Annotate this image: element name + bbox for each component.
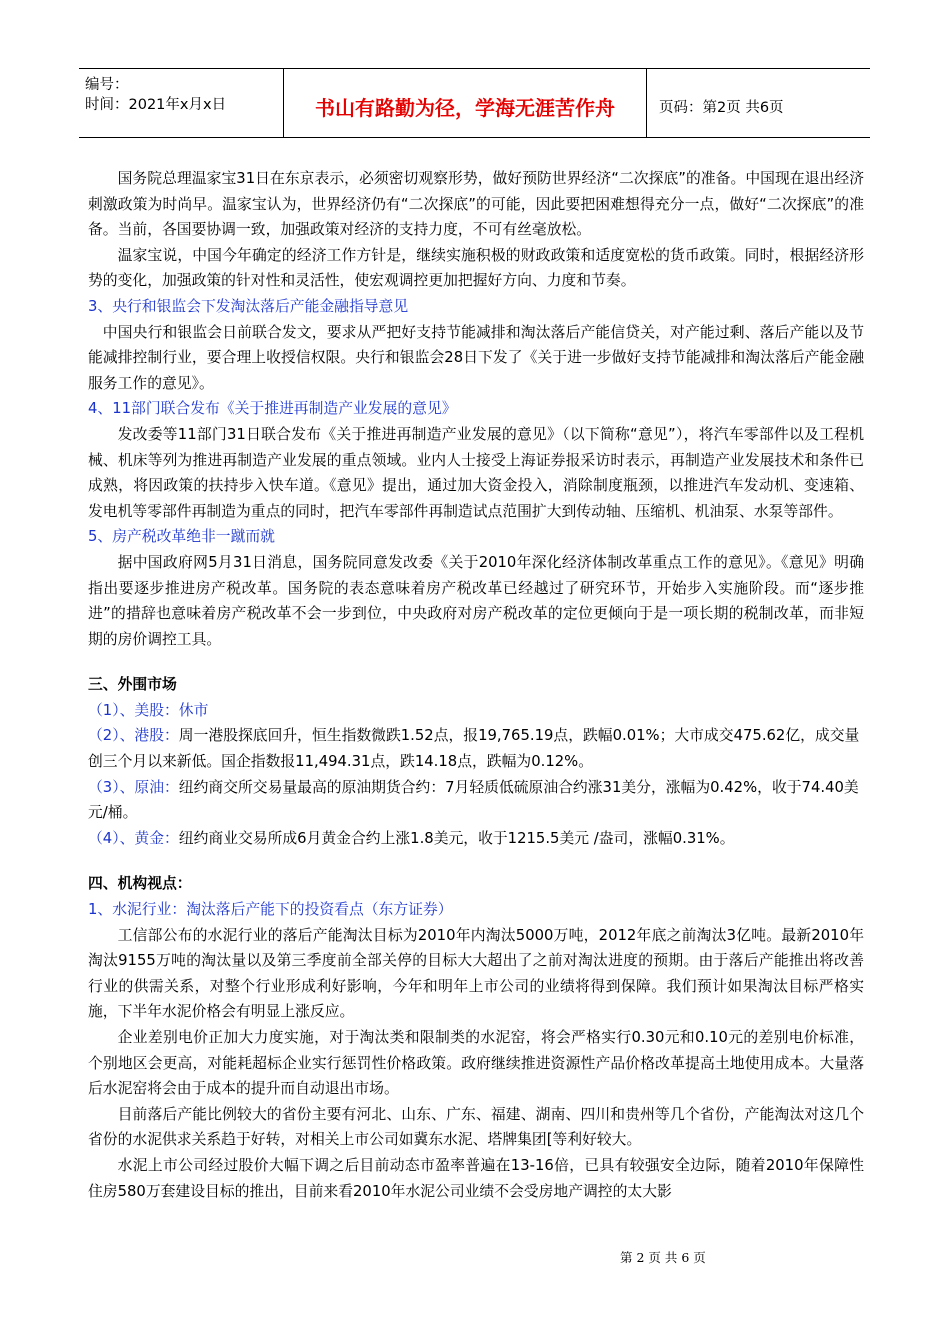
paragraph: 温家宝说，中国今年确定的经济工作方针是，继续实施积极的财政政策和适度宽松的货币政策。同时，根据经济形势的变化，加强政策的针对性和灵活性，使宏观调控更加把握好方向、力度和节奏。 [88,246,864,290]
paragraph: 水泥上市公司经过股价大幅下调之后目前动态市盈率普遍在13-16倍，已具有较强安全边际，随着2010年保障性住房580万套建设目标的推出，目前来看2010年水泥公司业绩不会受房地产调控的太大影 [88,1156,864,1200]
subheading: 1、水泥行业：淘汰落后产能下的投资看点（东方证券） [88,901,453,919]
market-label: （4）、黄金： [88,829,179,847]
subheading: 5、房产税改革绝非一蹴而就 [88,528,275,546]
subheading: 4、11部门联合发布《关于推进再制造产业发展的意见》 [88,400,457,418]
market-item [88,723,864,774]
section-heading: 四、机构视点： [88,875,192,893]
market-label: （2）、港股： [88,727,179,745]
page-footer: 第 2 页 共 6 页 [620,1250,706,1265]
market-item [88,775,864,826]
header-meta [79,69,284,137]
header-motto: 书山有路勤为径，学海无涯苦作舟 [284,69,647,137]
document-body [88,166,864,1204]
market-text: 纽约商交所交易量最高的原油期货合约：7月轻质低硫原油合约涨31美分，涨幅为0.42%，收于74.40美元/桶。 [88,778,859,822]
paragraph: 据中国政府网5月31日消息，国务院同意发改委《关于2010年深化经济体制改革重点工作的意见》。《意见》明确指出要逐步推进房产税改革。国务院的表态意味着房产税改革已经越过了研究环节，开始步入实施阶段。而“逐步推进”的措辞也意味着房产税改革不会一步到位，中央政府对房产税改革的定位更倾向于是一项长期的税制改革，而非短期的房价调控工具。 [88,553,864,648]
section-heading: 三、外围市场 [88,676,177,694]
paragraph: 工信部公布的水泥行业的落后产能淘汰目标为2010年内淘汰5000万吨，2012年底之前淘汰3亿吨。最新2010年淘汰9155万吨的淘汰量以及第三季度前全部关停的目标大大超出了之前对淘汰进度的预期。由于落后产能推出将改善行业的供需关系，对整个行业形成利好影响，今年和明年上市公司的业绩将得到保障。我们预计如果淘汰目标严格实施，下半年水泥价格会有明显上涨反应。 [88,926,864,1021]
paragraph: 目前落后产能比例较大的省份主要有河北、山东、广东、福建、湖南、四川和贵州等几个省份，产能淘汰对这几个省份的水泥供求关系趋于好转，对相关上市公司如冀东水泥、塔牌集团[等利好较大。 [88,1105,864,1149]
header-page-info: 页码：第2页 共6页 [659,99,784,116]
paragraph: 企业差别电价正加大力度实施，对于淘汰类和限制类的水泥窑，将会严格实行0.30元和0.10元的差别电价标准，个别地区会更高，对能耗超标企业实行惩罚性价格政策。政府继续推进资源性产品价格改革提高土地使用成本。大量落后水泥窑将会由于成本的提升而自动退出市场。 [88,1029,864,1098]
paragraph: 国务院总理温家宝31日在东京表示，必须密切观察形势，做好预防世界经济“二次探底”的准备。中国现在退出经济刺激政策为时尚早。温家宝认为，世界经济仍有“二次探底”的可能，因此要把困难想得充分一点，做好“二次探底”的准备。当前，各国要协调一致，加强政策对经济的支持力度，不可有丝毫放松。 [88,170,864,239]
market-text: 周一港股探底回升，恒生指数微跌1.52点，报19,765.19点，跌幅0.01%；大市成交475.62亿，成交量创三个月以来新低。国企指数报11,494.31点，跌14.18点，跌幅为0.12%。 [88,727,860,771]
market-item [88,826,864,852]
paragraph: 发改委等11部门31日联合发布《关于推进再制造产业发展的意见》（以下简称“意见”），将汽车零部件以及工程机械、机床等列为推进再制造产业发展的重点领域。业内人士接受上海证券报采访时表示，再制造产业发展技术和条件已成熟，将因政策的扶持步入快车道。《意见》提出，通过加大资金投入，消除制度瓶颈，以推进汽车发动机、变速箱、发电机等零部件再制造为重点的同时，把汽车零部件再制造试点范围扩大到传动轴、压缩机、机油泵、水泵等部件。 [88,425,864,520]
page-header [79,68,870,138]
market-label: （3）、原油： [88,778,179,796]
subheading: 3、央行和银监会下发淘汰落后产能金融指导意见 [88,297,409,315]
market-text: 纽约商业交易所成6月黄金合约上涨1.8美元，收于1215.5美元 /盎司，涨幅0.31%。 [178,829,735,847]
doc-code-label: 编号： [85,77,129,93]
doc-time-label: 时间：2021年x月x日 [85,97,227,113]
market-label: （1）、美股：休市 [88,701,209,719]
paragraph: 中国央行和银监会日前联合发文，要求从严把好支持节能减排和淘汰落后产能信贷关，对产能过剩、落后产能以及节能减排控制行业，要合理上收授信权限。央行和银监会28日下发了《关于进一步做好支持节能减排和淘汰落后产能金融服务工作的意见》。 [88,323,864,392]
market-item [88,698,864,724]
